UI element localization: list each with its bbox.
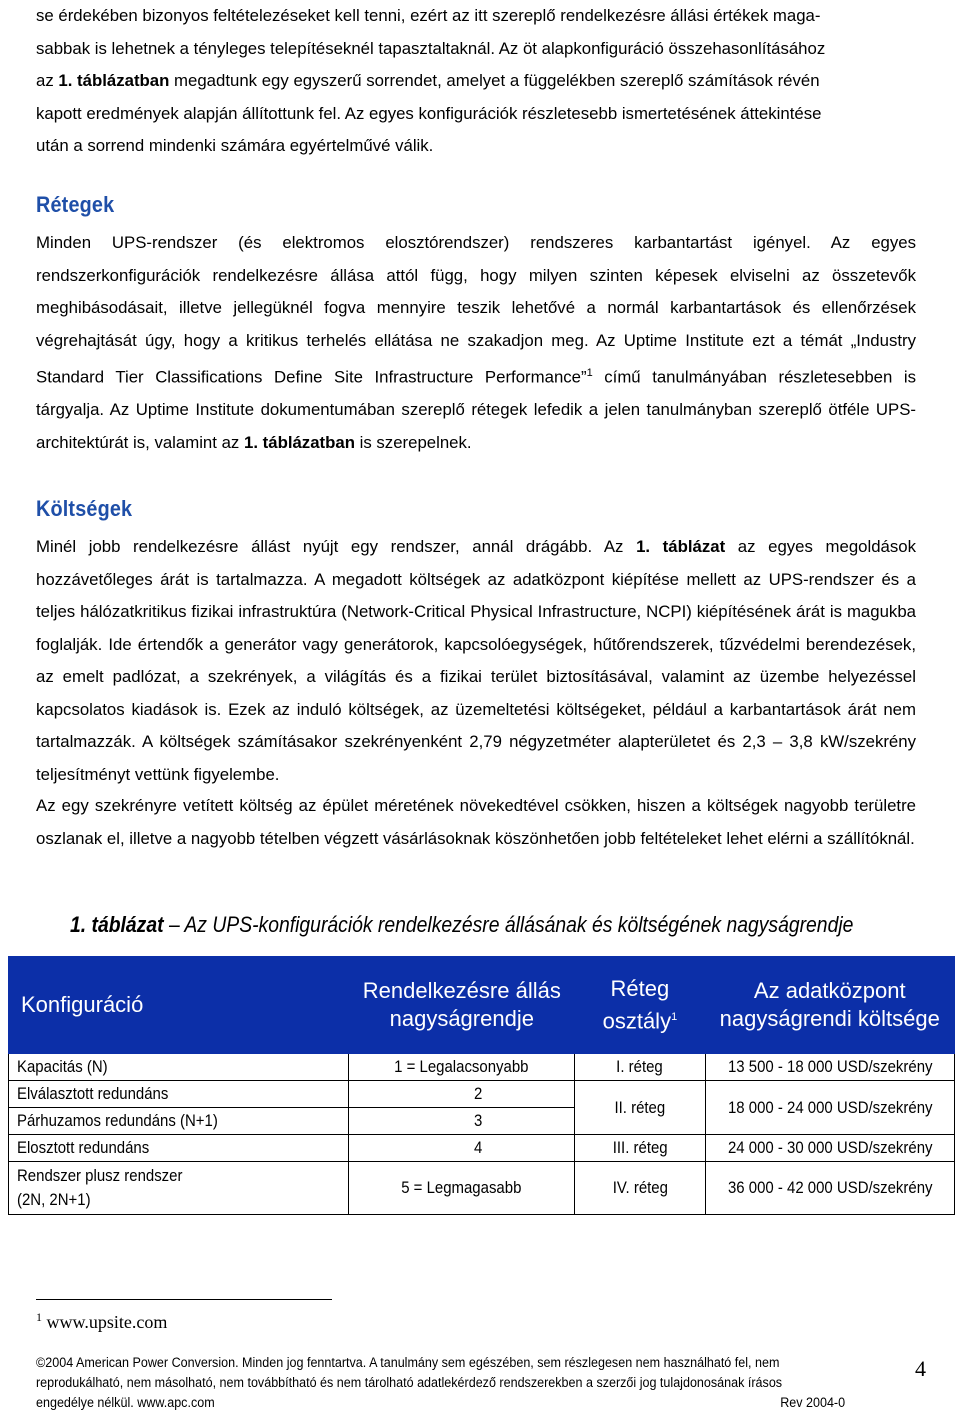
cell-cost — [705, 1054, 954, 1081]
koltsegek-text-a: Minél jobb rendelkezésre állást nyújt egy rendszer, annál drágább. Az — [36, 537, 637, 556]
cell-availability-text: 4 — [474, 1138, 483, 1157]
cell-availability-text: 5 = Legmagasabb — [401, 1178, 522, 1197]
retegek-text-b: című tanulmányában részletesebben is tárgyalja. Az Uptime Institute dokumentumában szereplő rétegek lefedik a jelen tanulmányban szereplő ötféle UPS-architektúrát is, valamint az — [36, 367, 916, 452]
cell-cost — [705, 1162, 954, 1215]
page-number: 4 — [915, 1356, 926, 1381]
table-caption-number: 1. táblázat — [70, 912, 164, 937]
cell-availability-text: 3 — [474, 1111, 483, 1130]
cell-tier — [575, 1135, 705, 1162]
cell-config-text: Elosztott redundáns — [17, 1138, 150, 1157]
koltsegek-paragraph — [36, 531, 916, 791]
footnote — [36, 1312, 167, 1333]
koltsegek-text-b: az egyes megoldások hozzávetőleges árát is tartalmazza. A megadott költségek az adatközpont kiépítése mellett az UPS-rendszer és a teljes hálózatkritikus fizikai infrastruktúra (Network-Critical Physical Infrastructure, NCPI) kiépítésének árát is magukba foglalják. Ide értendők a generátor vagy generátorok, kapcsolóegységek, hűtőrendszerek, tűzvédelmi berendezések, az emelt padlózat, a szekrények, a világítás és a fizikai terület biztosításával, valamint az üzembe helyezéssel kapcsolatos kiadások is. Ezek az induló költségek, az üzemeltetési költségeket, például a karbantartások árát nem tartalmazzák. A költségek számításakor szekrényenként 2,79 négyzetméter alapterületet és 2,3 – 3,8 kW/szekrény teljesítményt vettünk figyelembe. — [36, 537, 916, 784]
table-row — [9, 1162, 955, 1215]
retegek-paragraph — [36, 227, 916, 459]
koltsegek-paragraph-2: Az egy szekrényre vetített költség az épület méretének növekedtével csökken, hiszen a költségek nagyobb területre oszlanak el, illetve a nagyobb tételben végzett vásárlásoknak köszönhetően jobb feltételeket lehet elérni a szállítóknál. — [36, 796, 916, 848]
header-availability: Rendelkezésre állás nagyságrendje — [349, 957, 575, 1054]
cell-config-line2: (2N, 2N+1) — [17, 1190, 91, 1209]
table-caption-text: – Az UPS-konfigurációk rendelkezésre állásának és költségének nagyságrendje — [163, 912, 854, 937]
cell-config — [9, 1108, 349, 1135]
cell-tier — [575, 1162, 705, 1215]
footnote-ref: 1 — [586, 367, 593, 379]
header-tier-sup: 1 — [671, 1010, 678, 1023]
header-cost: Az adatközpont nagyságrendi költsége — [705, 957, 954, 1054]
cell-availability — [349, 1108, 575, 1135]
cell-tier-text: IV. réteg — [612, 1178, 668, 1197]
section-heading-retegek: Rétegek — [36, 192, 115, 217]
table-caption — [70, 912, 853, 938]
table-ref-2: 1. táblázatban — [243, 432, 355, 452]
cell-tier — [575, 1081, 705, 1135]
intro-line3-a: az — [36, 71, 59, 90]
retegek-text-a: Minden UPS-rendszer (és elektromos elosztórendszer) rendszeres karbantartást igényel. Az egyes rendszerkonfigurációk rendelkezésre állása attól függ, hogy milyen szinten képesek elviselni az összetevők meghibásodásait, illetve jellegüknél fogva mennyire teszik lehetővé a normál karbantartások és ellenőrzések végrehajtását úgy, hogy a kritikus terhelés ellátása ne szakadjon meg. Az Uptime Institute ezt a témát „Industry Standard Tier Classifications Define Site Infrastructure Performance” — [36, 233, 916, 387]
header-tier — [575, 957, 705, 1054]
cell-availability — [349, 1162, 575, 1215]
cell-config-text: Kapacitás (N) — [17, 1057, 108, 1076]
intro-paragraph — [36, 0, 916, 163]
retegek-text-c: is szerepelnek. — [354, 432, 472, 452]
cell-config — [9, 1054, 349, 1081]
cell-config-text: Elválasztott redundáns — [17, 1084, 169, 1103]
header-config: Konfiguráció — [9, 957, 349, 1054]
footnote-number: 1 — [36, 1310, 42, 1324]
footnote-url: www.upsite.com — [42, 1312, 168, 1332]
intro-line3-c: megadtunk egy egyszerű sorrendet, amelyet a függelékben szereplő számítások révén — [169, 71, 820, 90]
cell-tier — [575, 1054, 705, 1081]
intro-line2: sabbak is lehetnek a tényleges telepítéseknél tapasztaltaknál. Az öt alapkonfiguráció összehasonlításához — [36, 38, 826, 58]
footer-line1: ©2004 American Power Conversion. Minden jog fenntartva. A tanulmány sem egészében, sem részlegesen nem használható fel, nem — [36, 1355, 780, 1370]
footer-line2: reprodukálható, nem másolható, nem továbbítható és nem tárolható adatlekérdező rendszerekben a szerzői jog tulajdonosának írásos — [36, 1375, 783, 1390]
cell-cost — [705, 1135, 954, 1162]
cell-cost-text: 13 500 - 18 000 USD/szekrény — [727, 1057, 933, 1076]
cell-tier-text: I. réteg — [616, 1057, 664, 1076]
cell-config — [9, 1081, 349, 1108]
table-row — [9, 1054, 955, 1081]
footer-line3: engedélye nélkül. www.apc.com — [36, 1395, 215, 1410]
cell-availability — [349, 1081, 575, 1108]
table-ref-3: 1. táblázat — [636, 537, 726, 556]
cell-cost-text: 36 000 - 42 000 USD/szekrény — [727, 1178, 933, 1197]
header-tier-label: Réteg osztály — [602, 975, 672, 1034]
cell-config-line1: Rendszer plusz rendszer — [17, 1166, 183, 1185]
cell-config — [9, 1135, 349, 1162]
table-ref-1: 1. táblázatban — [58, 71, 170, 90]
table-row — [9, 1135, 955, 1162]
intro-line1: se érdekében bizonyos feltételezéseket kell tenni, ezért az itt szereplő rendelkezésre állási értékek maga- — [36, 6, 821, 25]
footnote-separator — [36, 1299, 332, 1300]
table-row — [9, 1081, 955, 1108]
cell-availability-text: 2 — [474, 1084, 483, 1103]
intro-line4: kapott eredmények alapján állítottunk fel. Az egyes konfigurációk részletesebb ismertetésének áttekintése — [36, 103, 822, 123]
cell-config-text: Párhuzamos redundáns (N+1) — [17, 1111, 218, 1130]
table-header-row — [9, 957, 955, 1054]
page-footer — [36, 1353, 846, 1413]
cell-tier-text: II. réteg — [614, 1097, 666, 1117]
cell-availability — [349, 1135, 575, 1162]
cell-availability — [349, 1054, 575, 1081]
intro-line5: után a sorrend mindenki számára egyértelművé válik. — [36, 136, 434, 155]
footer-revision: Rev 2004-0 — [780, 1395, 846, 1410]
ups-configuration-table — [8, 956, 955, 1215]
cell-cost — [705, 1081, 954, 1135]
cell-cost-text: 18 000 - 24 000 USD/szekrény — [727, 1097, 933, 1117]
section-heading-koltsegek: Költségek — [36, 496, 133, 521]
cell-tier-text: III. réteg — [612, 1138, 668, 1157]
cell-cost-text: 24 000 - 30 000 USD/szekrény — [727, 1138, 933, 1157]
cell-availability-text: 1 = Legalacsonyabb — [394, 1057, 529, 1076]
cell-config — [9, 1162, 349, 1215]
